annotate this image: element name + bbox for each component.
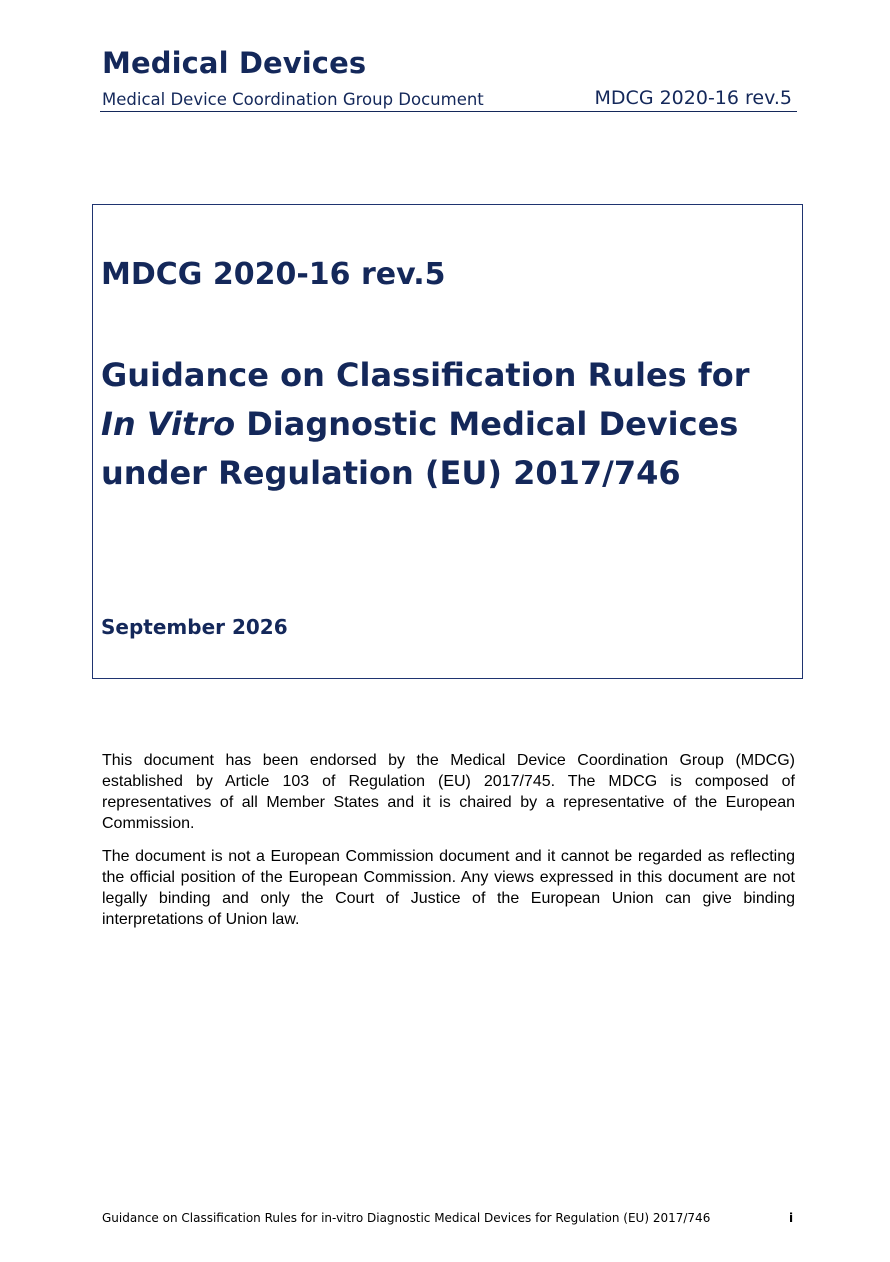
disclaimer-paragraph-1: This document has been endorsed by the Medical Device Coordination Group (MDCG) established by Article 103 of Regulation (EU) 2017/745. The MDCG is composed of representatives of all Member States and it is chaired by a representative of the European Commission. [102, 752, 795, 832]
cover-title [101, 351, 781, 498]
page-number: i [789, 1211, 794, 1225]
disclaimer [102, 750, 795, 942]
cover-date: September 2026 [101, 615, 288, 639]
footer-text: Guidance on Classification Rules for in-vitro Diagnostic Medical Devices for Regulation (EU) 2017/746 [102, 1211, 711, 1225]
header-divider [100, 111, 797, 112]
brand-subtitle: Medical Device Coordination Group Document [102, 90, 484, 109]
cover-title-italic: In Vitro [101, 405, 236, 443]
brand-title: Medical Devices [102, 46, 367, 80]
page-header [100, 44, 797, 114]
cover-title-part-1: Guidance on Classification Rules for [101, 356, 750, 394]
disclaimer-paragraph-2: The document is not a European Commission document and it cannot be regarded as reflecting the official position of the European Commission. Any views expressed in this document are not legally binding and only the Court of Justice of the European Union can give binding interpretations of Union law. [102, 848, 795, 928]
cover-title-part-2: Diagnostic Medical Devices under Regulation (EU) 2017/746 [101, 405, 739, 492]
header-document-reference: MDCG 2020-16 rev.5 [594, 87, 792, 109]
cover-document-code: MDCG 2020-16 rev.5 [101, 257, 446, 292]
cover-box [92, 204, 803, 679]
